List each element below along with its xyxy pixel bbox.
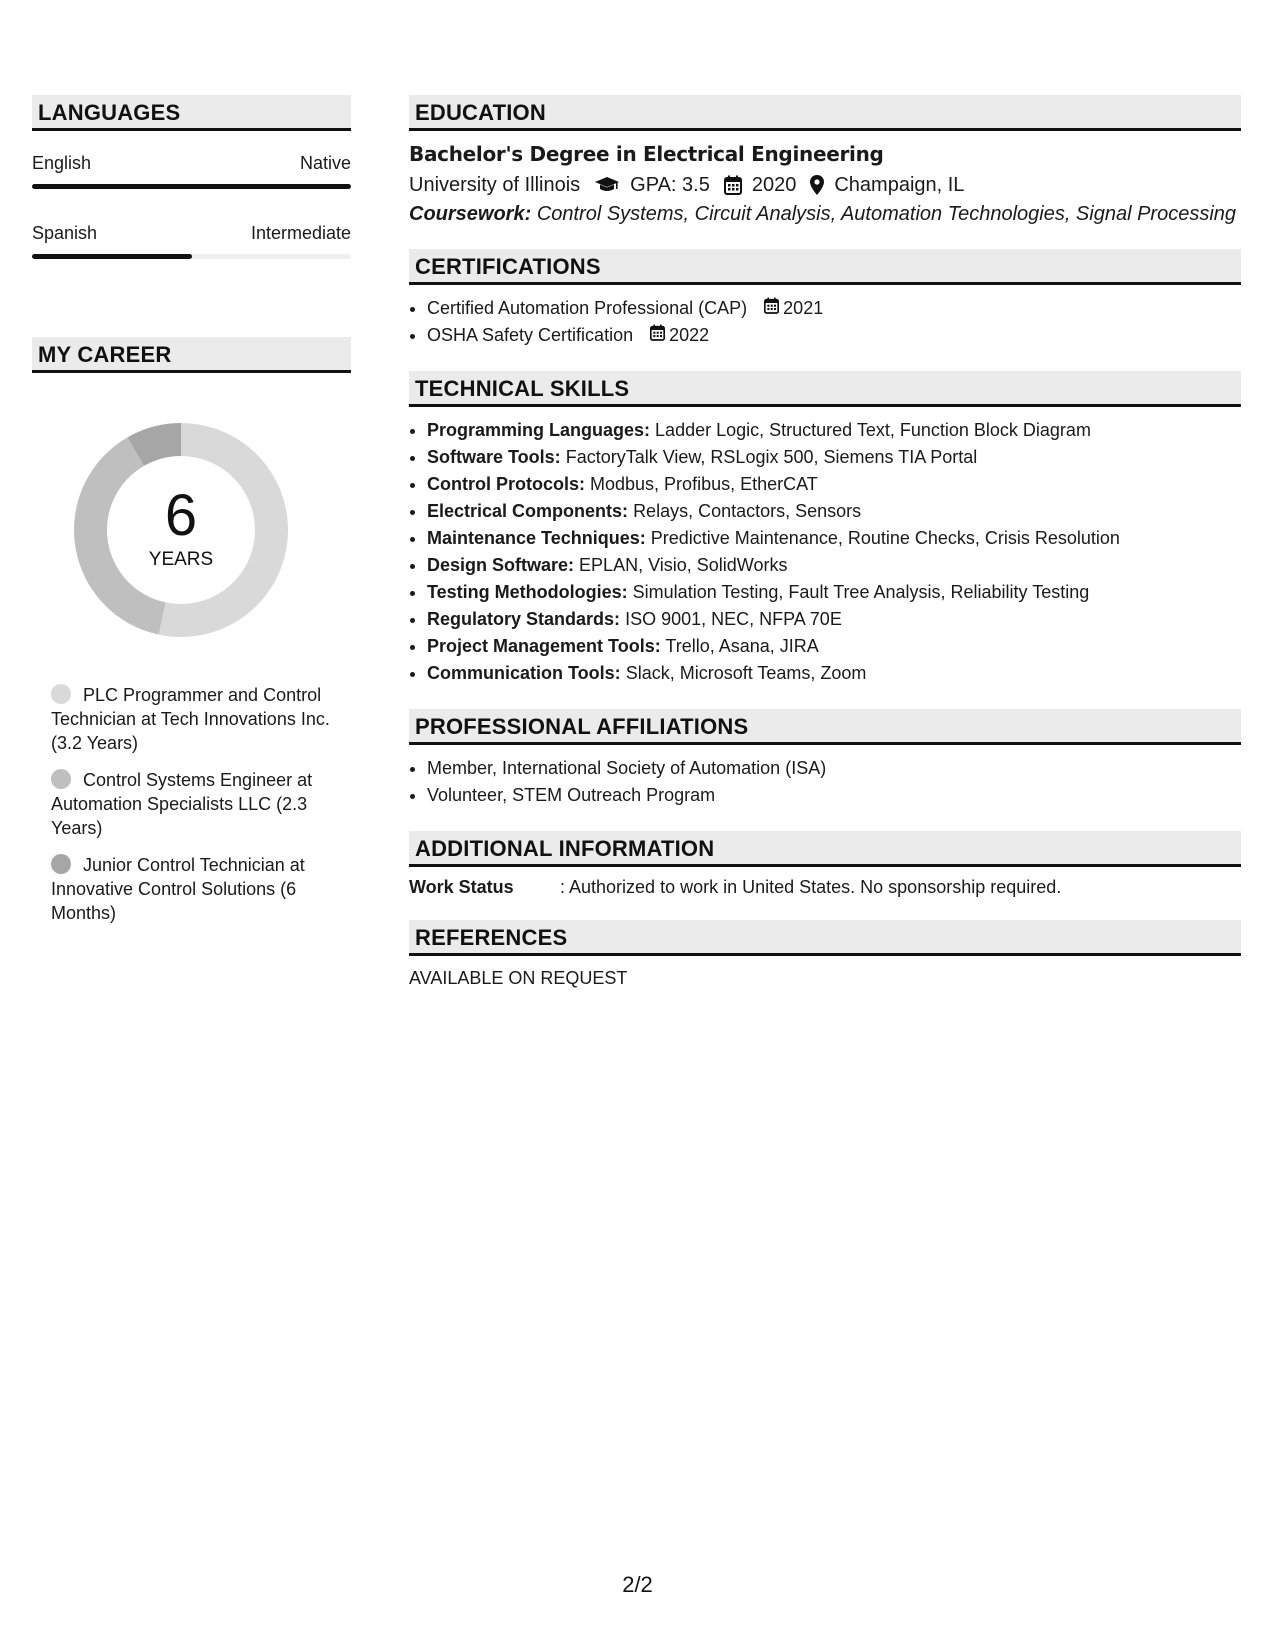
affiliations-heading: PROFESSIONAL AFFILIATIONS [409, 709, 1241, 745]
skill-label: Maintenance Techniques: [427, 528, 646, 548]
career-total-unit: YEARS [148, 549, 214, 570]
coursework-list: Control Systems, Circuit Analysis, Automation Technologies, Signal Processing [536, 203, 1237, 225]
skills-heading: TECHNICAL SKILLS [409, 371, 1241, 407]
education-heading: EDUCATION [409, 95, 1241, 131]
language-level: Intermediate [250, 223, 351, 243]
language-spanish [32, 223, 351, 259]
skill-item [427, 660, 1241, 687]
references-text: AVAILABLE ON REQUEST [409, 968, 628, 988]
certifications-section [409, 249, 1241, 349]
skill-value: EPLAN, Visio, SolidWorks [579, 555, 788, 575]
legend-dot [51, 684, 71, 704]
skill-label: Software Tools: [427, 447, 561, 467]
skill-label: Project Management Tools: [427, 636, 661, 656]
skill-label: Electrical Components: [427, 501, 629, 521]
skill-item [427, 498, 1241, 525]
skill-value: Ladder Logic, Structured Text, Function Block Diagram [655, 420, 1091, 440]
legend-dot [51, 769, 71, 789]
skill-label: Programming Languages: [427, 420, 651, 440]
skill-value: Predictive Maintenance, Routine Checks, Crisis Resolution [650, 528, 1120, 548]
career-heading: MY CAREER [32, 337, 351, 373]
education-location: Champaign, IL [834, 174, 965, 196]
skill-label: Regulatory Standards: [427, 609, 621, 629]
language-english [32, 153, 351, 189]
school-name: University of Illinois [409, 174, 581, 196]
education-meta [409, 172, 1241, 198]
certification-year: 2022 [669, 325, 710, 345]
skill-label: Testing Methodologies: [427, 582, 628, 602]
skill-value: Simulation Testing, Fault Tree Analysis, Reliability Testing [632, 582, 1090, 602]
affiliation-item: • Member, International Society of Automation (ISA) [427, 755, 1241, 782]
skill-item [427, 417, 1241, 444]
certifications-list [409, 295, 1241, 349]
career-role-label: Control Systems Engineer at Automation Specialists LLC (2.3 Years) [51, 770, 313, 838]
references-section [409, 920, 1241, 989]
certification-year: 2021 [783, 298, 824, 318]
certification-name: OSHA Safety Certification [427, 325, 634, 345]
skill-item [427, 606, 1241, 633]
skill-value: Trello, Asana, JIRA [665, 636, 819, 656]
certification-item [427, 295, 1241, 322]
right-column [409, 95, 1241, 989]
skill-item [427, 471, 1241, 498]
work-status-value: : Authorized to work in United States. No sponsorship required. [560, 877, 1062, 897]
skill-value: FactoryTalk View, RSLogix 500, Siemens TIA Portal [565, 447, 978, 467]
proficiency-fill [32, 184, 351, 189]
calendar-icon [764, 295, 783, 322]
work-status-row [409, 877, 1241, 898]
skill-item [427, 444, 1241, 471]
language-level: Native [299, 153, 351, 173]
legend-dot [51, 854, 71, 874]
languages-heading: LANGUAGES [32, 95, 351, 131]
certification-name: Certified Automation Professional (CAP) [427, 298, 748, 318]
career-donut-chart [66, 415, 296, 645]
affiliations-list [409, 755, 1241, 809]
additional-heading: ADDITIONAL INFORMATION [409, 831, 1241, 867]
affiliation-item: • Volunteer, STEM Outreach Program [427, 782, 1241, 809]
proficiency-bar [32, 184, 351, 189]
proficiency-fill [32, 254, 192, 259]
calendar-icon [724, 175, 742, 195]
language-name: English [32, 153, 92, 173]
skill-value: ISO 9001, NEC, NFPA 70E [625, 609, 842, 629]
skill-value: Modbus, Profibus, EtherCAT [590, 474, 818, 494]
work-status-label: Work Status [409, 877, 514, 897]
graduation-year: 2020 [751, 174, 797, 196]
career-legend [51, 683, 331, 925]
certification-item [427, 322, 1241, 349]
proficiency-bar [32, 254, 351, 259]
career-role [51, 853, 331, 925]
gpa: GPA: 3.5 [630, 174, 710, 196]
skill-item [427, 552, 1241, 579]
skill-item [427, 579, 1241, 606]
certifications-heading: CERTIFICATIONS [409, 249, 1241, 285]
skill-value: Relays, Contactors, Sensors [633, 501, 862, 521]
language-name: Spanish [32, 223, 98, 243]
coursework [409, 202, 1241, 227]
graduation-cap-icon [594, 176, 620, 194]
left-column [32, 95, 351, 938]
skill-value: Slack, Microsoft Teams, Zoom [625, 663, 867, 683]
additional-section [409, 831, 1241, 898]
calendar-icon [650, 322, 669, 349]
career-total-years: 6 [164, 483, 198, 548]
affiliations-section [409, 709, 1241, 809]
skill-label: Design Software: [427, 555, 575, 575]
degree-title: Bachelor's Degree in Electrical Engineering [409, 142, 884, 166]
skills-list [409, 417, 1241, 687]
career-role-label: PLC Programmer and Control Technician at Tech Innovations Inc. (3.2 Years) [51, 685, 330, 753]
skill-label: Communication Tools: [427, 663, 621, 683]
skill-label: Control Protocols: [427, 474, 585, 494]
page-number: 2/2 [622, 1572, 653, 1597]
references-heading: REFERENCES [409, 920, 1241, 956]
map-pin-icon [810, 175, 824, 195]
career-role-label: Junior Control Technician at Innovative Control Solutions (6 Months) [51, 855, 305, 923]
career-role [51, 768, 331, 840]
career-role [51, 683, 331, 755]
skill-item [427, 633, 1241, 660]
skill-item [427, 525, 1241, 552]
skills-section [409, 371, 1241, 687]
coursework-label: Coursework: [409, 203, 532, 225]
